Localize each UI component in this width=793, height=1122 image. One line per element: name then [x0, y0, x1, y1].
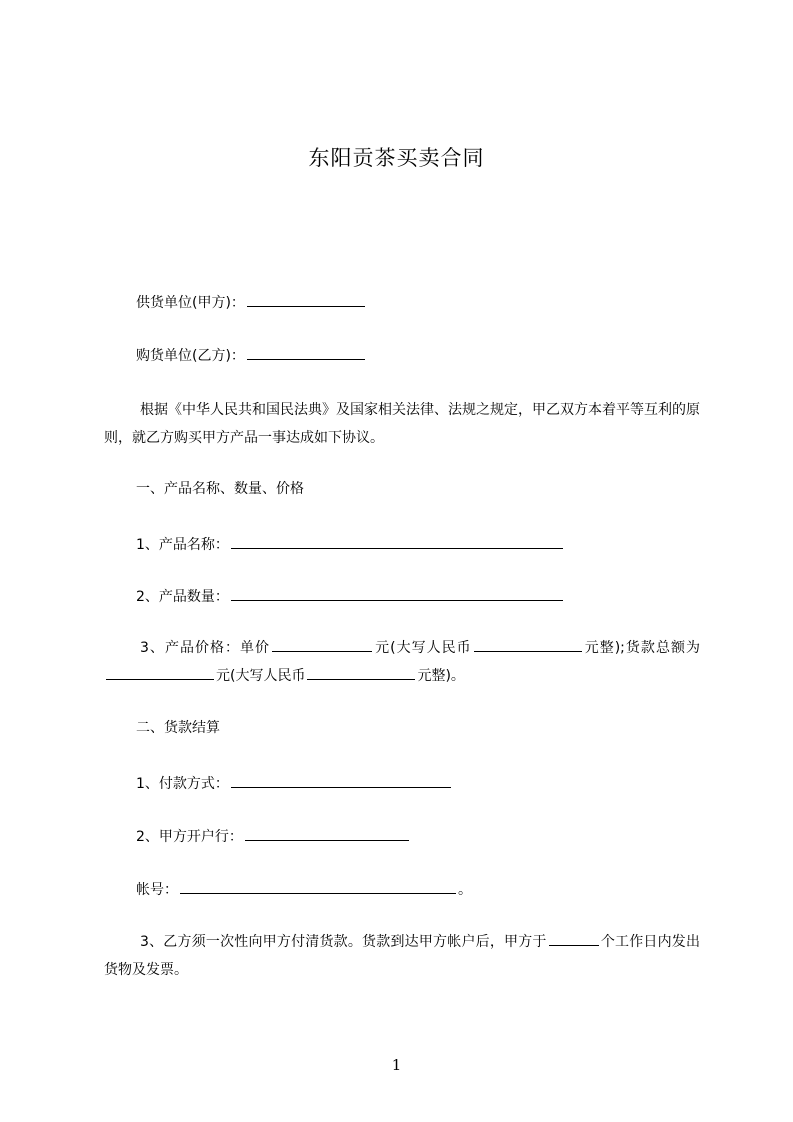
bank-line	[136, 826, 411, 846]
workdays-blank[interactable]	[549, 931, 599, 946]
supplier-label: 供货单位(甲方)：	[136, 295, 245, 311]
bank-label: 2、甲方开户行：	[136, 829, 243, 845]
section1-heading: 一、产品名称、数量、价格	[136, 481, 304, 497]
page-title: 东阳贡茶买卖合同	[308, 146, 485, 170]
price-text-5: 元整)。	[417, 668, 465, 684]
buyer-blank[interactable]	[247, 345, 365, 360]
delivery-text-2: 个工作日内发出货物及发票。	[104, 934, 701, 978]
product-quantity-line	[136, 586, 565, 606]
account-end: 。	[458, 882, 472, 898]
product-quantity-label: 2、产品数量：	[136, 589, 229, 605]
payment-method-line	[136, 773, 453, 793]
price-text-3: 元整);货款总额为	[583, 640, 700, 656]
account-label: 帐号：	[136, 882, 178, 898]
unit-price-words-blank[interactable]	[474, 637, 582, 652]
preamble-paragraph	[104, 396, 700, 452]
supplier-blank[interactable]	[247, 292, 365, 307]
price-text-1: 3、产品价格：单价	[140, 640, 271, 656]
product-price-paragraph	[104, 634, 700, 690]
product-name-blank[interactable]	[231, 534, 563, 549]
price-text-2: 元(大写人民币	[374, 640, 472, 656]
buyer-label: 购货单位(乙方)：	[136, 348, 245, 364]
price-text-4: 元(大写人民币	[216, 668, 306, 684]
delivery-paragraph	[104, 928, 700, 984]
total-amount-words-blank[interactable]	[307, 665, 415, 680]
preamble-text: 根据《中华人民共和国民法典》及国家相关法律、法规之规定，甲乙双方本着平等互利的原则，就乙方购买甲方产品一事达成如下协议。	[104, 402, 700, 446]
page-number: 1	[391, 1056, 402, 1074]
buyer-line	[136, 345, 367, 365]
payment-method-label: 1、付款方式：	[136, 776, 229, 792]
account-blank[interactable]	[180, 879, 456, 894]
unit-price-blank[interactable]	[272, 637, 372, 652]
payment-method-blank[interactable]	[231, 773, 451, 788]
total-amount-blank[interactable]	[106, 665, 214, 680]
supplier-line	[136, 292, 367, 312]
account-line	[136, 879, 472, 899]
bank-blank[interactable]	[245, 826, 409, 841]
product-name-line	[136, 534, 565, 554]
delivery-text-1: 3、乙方须一次性向甲方付清货款。货款到达甲方帐户后，甲方于	[140, 934, 547, 950]
product-name-label: 1、产品名称：	[136, 537, 229, 553]
section2-heading: 二、货款结算	[136, 720, 220, 736]
product-quantity-blank[interactable]	[231, 586, 563, 601]
